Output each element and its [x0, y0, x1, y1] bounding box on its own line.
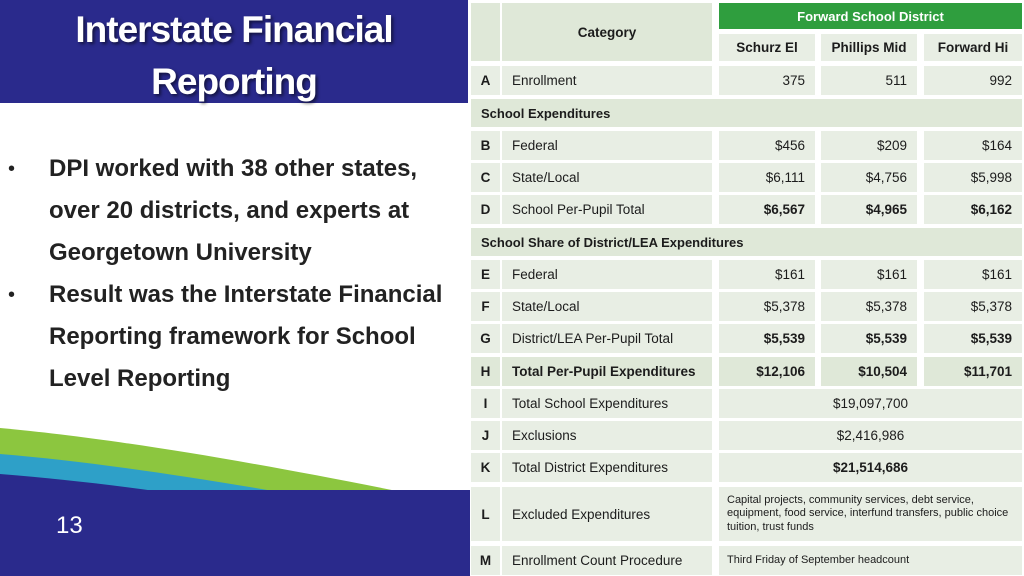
merged-value-cell: $21,514,686 — [719, 453, 1022, 482]
school-header-phillips: Phillips Mid — [821, 34, 917, 61]
row-letter: M — [471, 546, 500, 575]
value-cell: $161 — [821, 260, 917, 289]
value-cell: $5,378 — [719, 292, 815, 321]
value-cell: $456 — [719, 131, 815, 160]
row-letter: C — [471, 163, 500, 192]
bullet-marker: • — [8, 284, 16, 306]
row-letter: B — [471, 131, 500, 160]
row-label: Total Per-Pupil Expenditures — [502, 357, 712, 386]
row-label: Enrollment Count Procedure — [502, 546, 712, 575]
merged-value-cell: $19,097,700 — [719, 389, 1022, 418]
bullet-marker: • — [8, 158, 16, 180]
value-cell: 992 — [924, 66, 1022, 95]
merged-value-cell: $2,416,986 — [719, 421, 1022, 450]
row-label: Exclusions — [502, 421, 712, 450]
row-label: State/Local — [502, 163, 712, 192]
row-label: School Per-Pupil Total — [502, 195, 712, 224]
row-letter: A — [471, 66, 500, 95]
row-label: Enrollment — [502, 66, 712, 95]
bullet-item — [8, 274, 458, 400]
value-cell: $10,504 — [821, 357, 917, 386]
row-letter: E — [471, 260, 500, 289]
section-header-district-share: School Share of District/LEA Expenditures — [471, 228, 1022, 256]
value-cell: $6,111 — [719, 163, 815, 192]
value-cell: $5,378 — [821, 292, 917, 321]
slide-title-line2: Reporting — [151, 61, 317, 102]
value-cell: 375 — [719, 66, 815, 95]
value-cell: $161 — [924, 260, 1022, 289]
header-letter-cell — [471, 3, 500, 61]
school-header-forward-hi: Forward Hi — [924, 34, 1022, 61]
financial-table — [470, 0, 1024, 576]
row-letter: L — [471, 487, 500, 541]
value-cell: $5,378 — [924, 292, 1022, 321]
value-cell: $209 — [821, 131, 917, 160]
value-cell: $5,998 — [924, 163, 1022, 192]
value-cell: $4,965 — [821, 195, 917, 224]
row-label: Federal — [502, 260, 712, 289]
category-header: Category — [502, 3, 712, 61]
value-cell: $12,106 — [719, 357, 815, 386]
value-cell: $6,567 — [719, 195, 815, 224]
value-cell: $164 — [924, 131, 1022, 160]
row-letter: K — [471, 453, 500, 482]
enrollment-procedure-text: Third Friday of September headcount — [719, 546, 1022, 575]
bullet-list — [8, 148, 458, 400]
value-cell: $161 — [719, 260, 815, 289]
row-label: District/LEA Per-Pupil Total — [502, 324, 712, 353]
value-cell: $11,701 — [924, 357, 1022, 386]
value-cell: $4,756 — [821, 163, 917, 192]
row-letter: D — [471, 195, 500, 224]
excluded-expenditures-text: Capital projects, community services, debt service, equipment, food service, interfund transfers, public choice tuition, trust funds — [719, 487, 1022, 541]
row-letter: F — [471, 292, 500, 321]
bullet-text: DPI worked with 38 other states, over 20 districts, and experts at Georgetown University — [49, 155, 418, 266]
slide-number: 13 — [56, 512, 83, 539]
value-cell: $5,539 — [719, 324, 815, 353]
row-label: Total District Expenditures — [502, 453, 712, 482]
slide-title-line1: Interstate Financial — [75, 9, 393, 50]
value-cell: $5,539 — [821, 324, 917, 353]
row-label: State/Local — [502, 292, 712, 321]
row-label: Federal — [502, 131, 712, 160]
section-header-school-expenditures: School Expenditures — [471, 99, 1022, 127]
value-cell: 511 — [821, 66, 917, 95]
row-letter: G — [471, 324, 500, 353]
bullet-item — [8, 148, 458, 274]
bullet-text: Result was the Interstate Financial Reporting framework for School Level Reporting — [49, 281, 443, 392]
row-label: Total School Expenditures — [502, 389, 712, 418]
row-letter: J — [471, 421, 500, 450]
decorative-wave — [0, 410, 470, 576]
slide-title — [0, 4, 468, 108]
row-letter: H — [471, 357, 500, 386]
row-letter: I — [471, 389, 500, 418]
value-cell: $5,539 — [924, 324, 1022, 353]
school-header-schurz: Schurz El — [719, 34, 815, 61]
row-label: Excluded Expenditures — [502, 487, 712, 541]
district-header: Forward School District — [719, 3, 1022, 29]
value-cell: $6,162 — [924, 195, 1022, 224]
